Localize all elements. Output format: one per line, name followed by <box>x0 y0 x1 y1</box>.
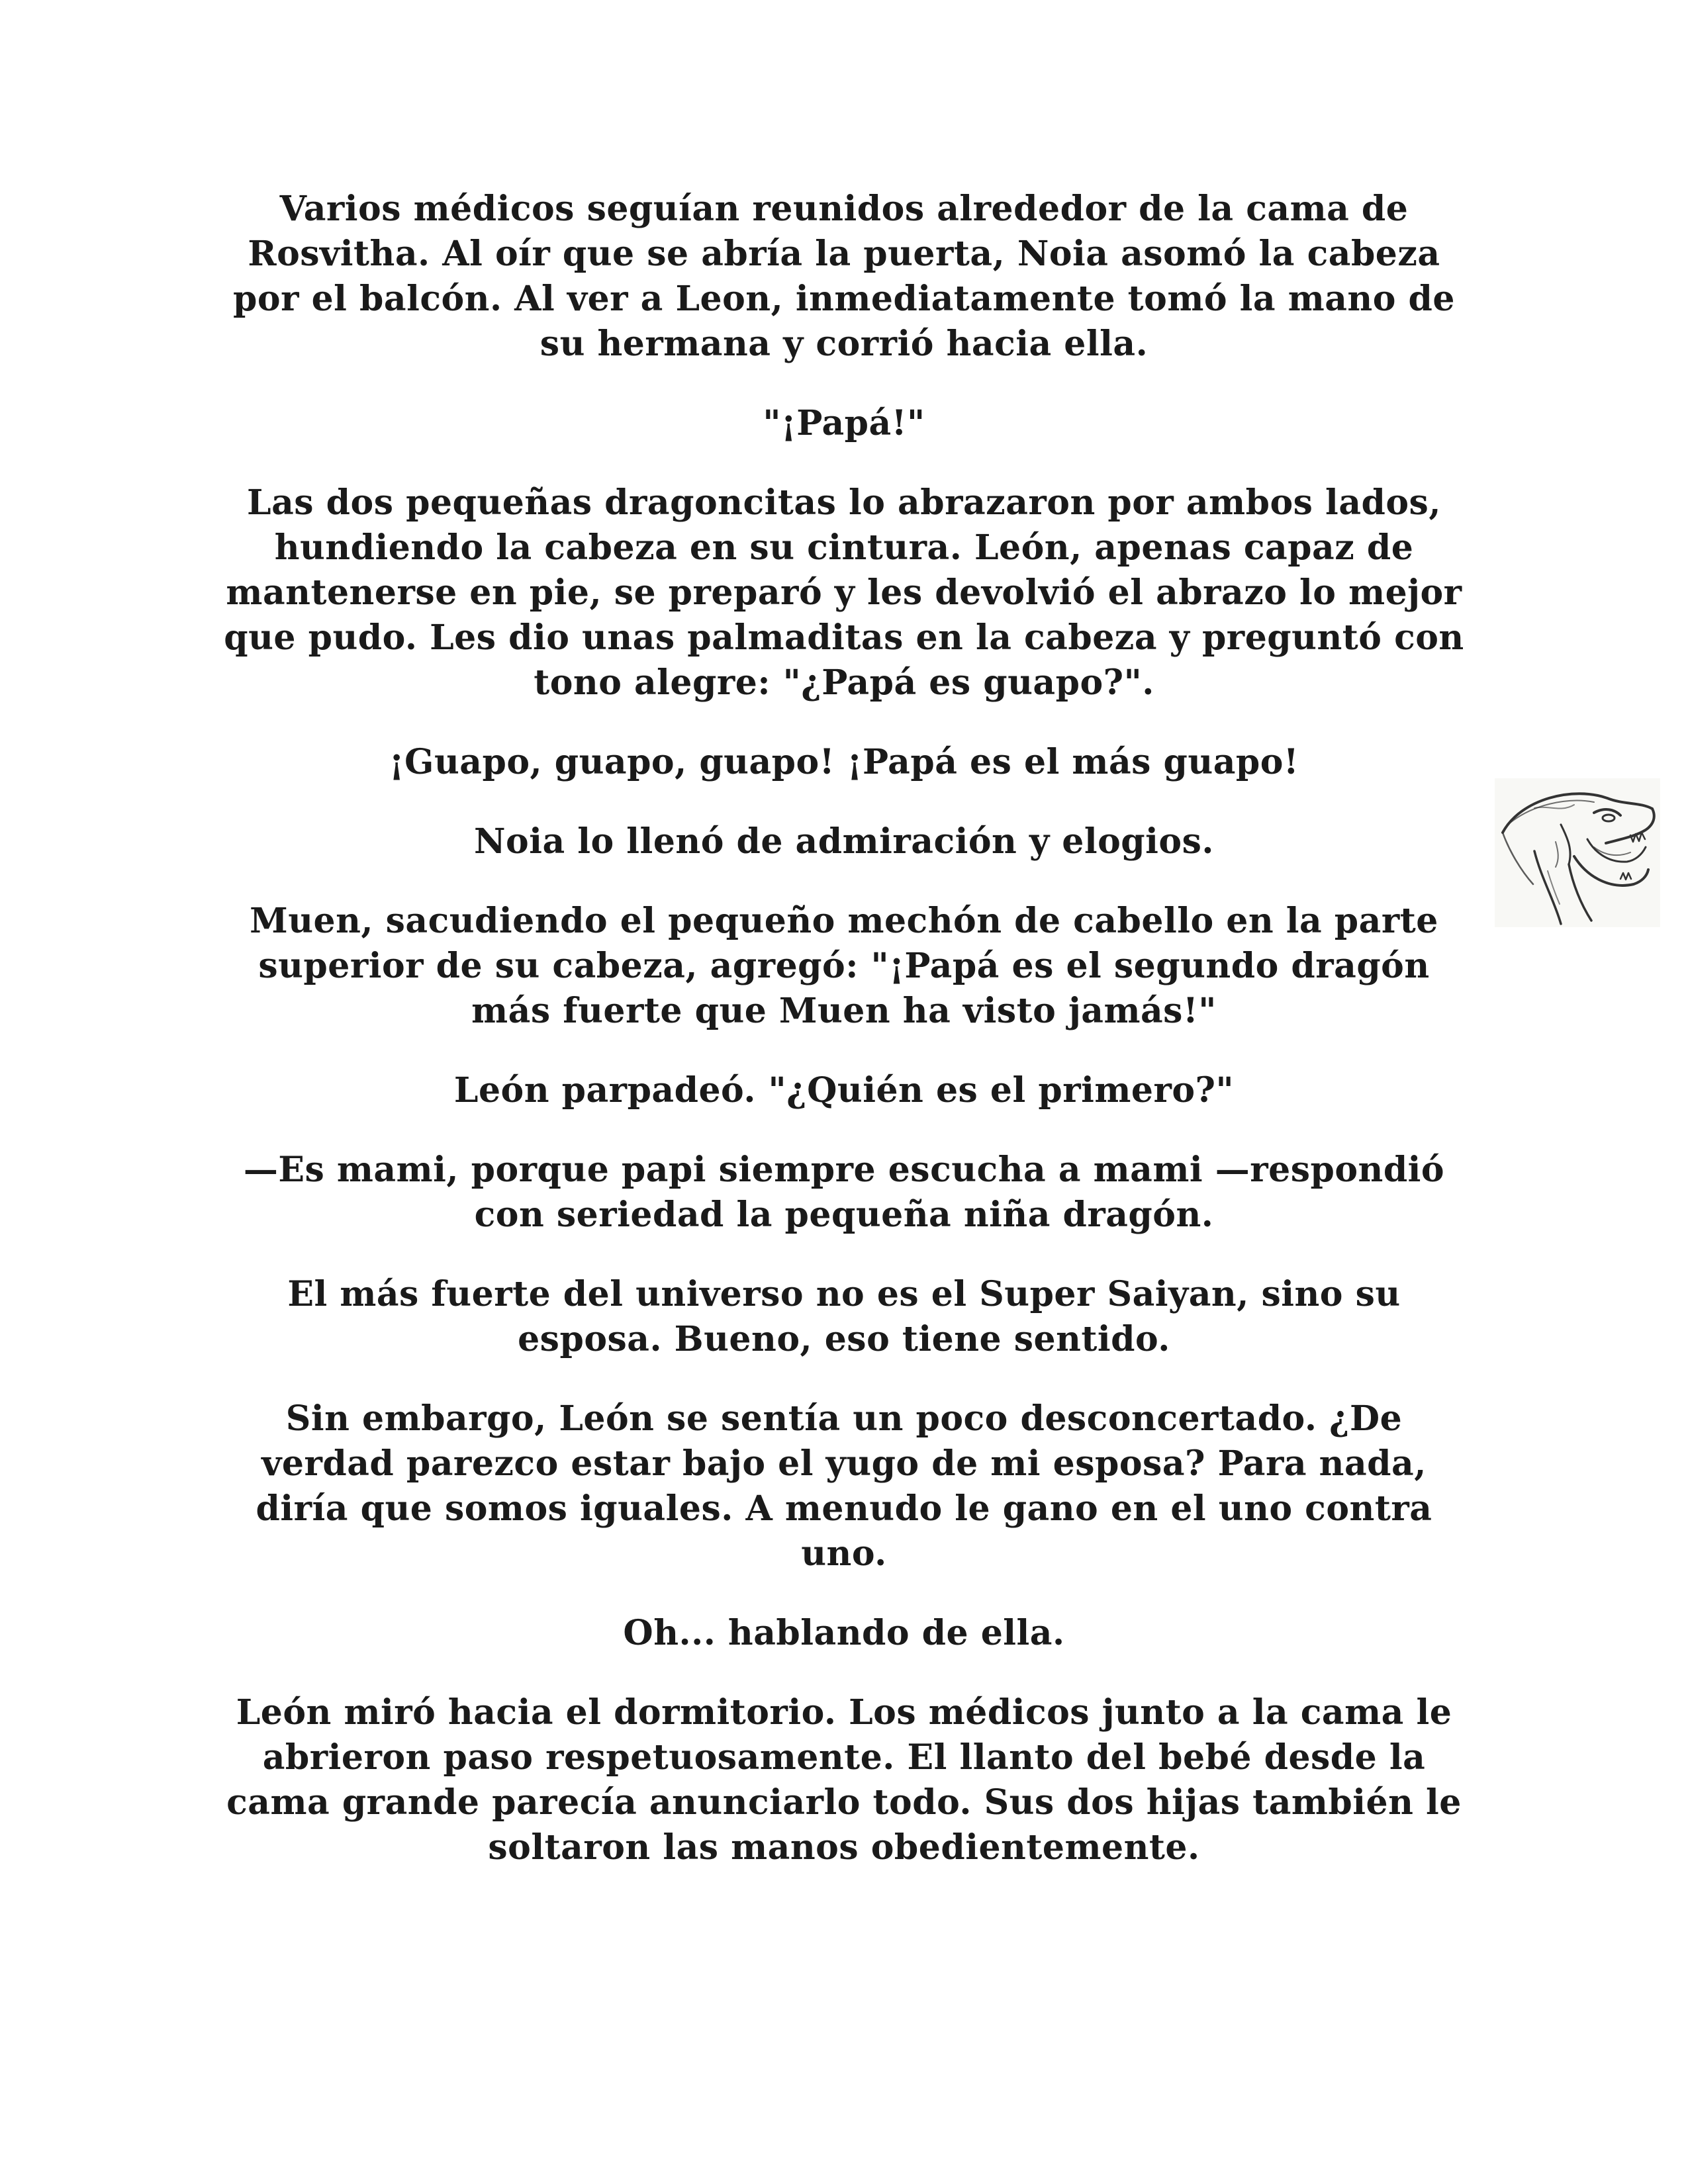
paragraph: El más fuerte del universo no es el Super Saiyan, sino su esposa. Bueno, eso tiene sentido. <box>287 1274 1401 1359</box>
paragraph: León miró hacia el dormitorio. Los médicos junto a la cama le abrieron paso respetuosamente. El llanto del bebé desde la cama grande parecía anunciarlo todo. Sus dos hijas también le soltaron las manos obedientemente. <box>226 1692 1462 1868</box>
story-text <box>218 187 1470 1905</box>
paragraph: "¡Papá!" <box>763 403 925 443</box>
dinosaur-head-sketch-icon <box>1495 778 1660 927</box>
paragraph: —Es mami, porque papi siempre escucha a mami —respondió con seriedad la pequeña niña dragón. <box>243 1150 1445 1235</box>
paragraph: ¡Guapo, guapo, guapo! ¡Papá es el más guapo! <box>389 742 1299 782</box>
paragraph: Muen, sacudiendo el pequeño mechón de cabello en la parte superior de su cabeza, agregó: "¡Papá es el segundo dragón más fuerte que Muen ha visto jamás!" <box>250 901 1438 1031</box>
paragraph: Las dos pequeñas dragoncitas lo abrazaron por ambos lados, hundiendo la cabeza en su cintura. León, apenas capaz de mantenerse en pie, se preparó y les devolvió el abrazo lo mejor que pudo. Les dio unas palmaditas en la cabeza y preguntó con tono alegre: "¿Papá es guapo?". <box>224 482 1464 703</box>
paragraph: León parpadeó. "¿Quién es el primero?" <box>453 1070 1235 1111</box>
paragraph: Varios médicos seguían reunidos alrededor de la cama de Rosvitha. Al oír que se abría la puerta, Noia asomó la cabeza por el balcón. Al ver a Leon, inmediatamente tomó la mano de su hermana y corrió hacia ella. <box>233 189 1455 364</box>
paragraph: Sin embargo, León se sentía un poco desconcertado. ¿De verdad parezco estar bajo el yugo de mi esposa? Para nada, diría que somos iguales. A menudo le gano en el uno contra uno. <box>256 1398 1432 1574</box>
paragraph: Noia lo llenó de admiración y elogios. <box>474 821 1214 862</box>
paragraph: Oh... hablando de ella. <box>623 1613 1065 1653</box>
